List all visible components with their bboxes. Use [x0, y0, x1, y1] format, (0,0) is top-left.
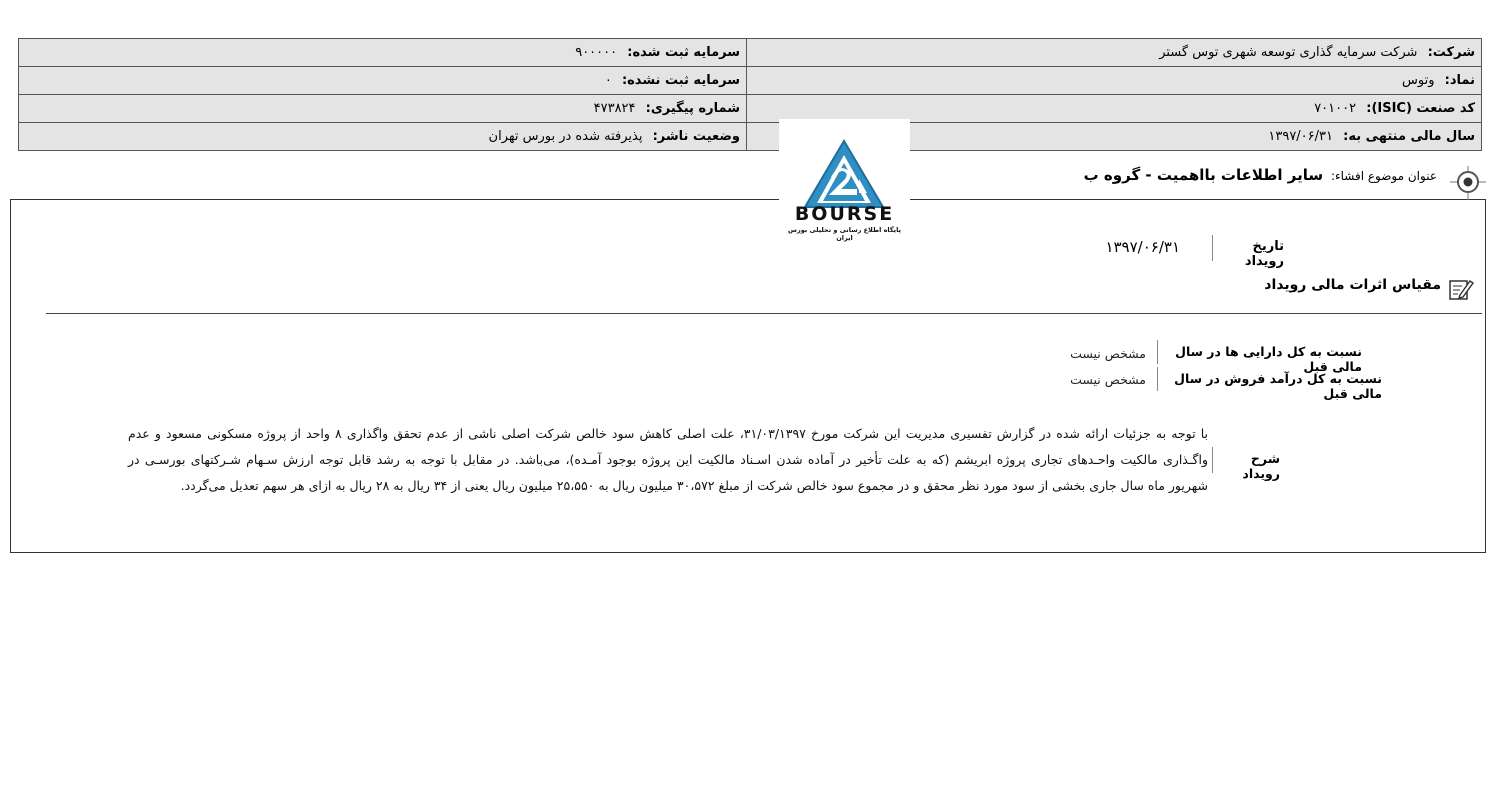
tracking-number-cell — [19, 95, 747, 123]
event-date-value: ۱۳۹۷/۰۶/۳۱ — [1105, 238, 1180, 256]
company-value: شرکت سرمایه گذاری توسعه شهری توس گستر — [1159, 45, 1418, 60]
industry-code-value: ۷۰۱۰۰۲ — [1314, 101, 1357, 116]
section-divider — [46, 313, 1482, 314]
edit-icon — [1448, 276, 1474, 302]
registered-capital-value: ۹۰۰۰۰۰ — [575, 45, 618, 60]
subject-label: عنوان موضوع افشاء: — [1330, 169, 1437, 183]
symbol-label: نماد: — [1444, 73, 1475, 88]
tracking-number-label: شماره پیگیری: — [645, 101, 740, 116]
registered-capital-label: سرمایه ثبت شده: — [627, 45, 740, 60]
subject-value: سایر اطلاعات بااهمیت - گروه ب — [1083, 166, 1324, 184]
divider — [1157, 367, 1158, 391]
divider — [1157, 340, 1158, 364]
company-info-table — [18, 38, 1482, 151]
assets-ratio-value: مشخص نیست — [1070, 346, 1146, 361]
publisher-status-value: پذیرفته شده در بورس تهران — [488, 129, 643, 144]
unregistered-capital-value: ۰ — [604, 73, 612, 88]
company-cell — [747, 39, 1482, 67]
bourse-logo-icon — [779, 119, 910, 209]
fiscal-year-label: سال مالی منتهی به: — [1343, 129, 1475, 144]
info-row — [19, 39, 1482, 67]
registered-capital-cell — [19, 39, 747, 67]
info-row — [19, 67, 1482, 95]
bourse-logo-word: BOURSE — [794, 203, 895, 225]
publisher-status-label: وضعیت ناشر: — [652, 129, 740, 144]
disclosure-subject — [1084, 166, 1437, 184]
tracking-number-value: ۴۷۳۸۲۴ — [593, 101, 636, 116]
industry-code-label: کد صنعت (ISIC): — [1366, 101, 1475, 116]
event-date-label: تاریخ رویداد — [1244, 239, 1284, 269]
publisher-status-cell — [19, 123, 747, 151]
assets-ratio-label: نسبت به کل دارایی ها در سال مالی قبل — [1175, 344, 1362, 374]
event-description-label: شرح رویداد — [1242, 451, 1280, 481]
target-icon — [1450, 166, 1486, 200]
company-label: شرکت: — [1427, 45, 1475, 60]
section-title: مقیاس اثرات مالی رویداد — [1264, 277, 1441, 293]
unregistered-capital-cell — [19, 67, 747, 95]
info-row — [19, 123, 1482, 151]
bourse-logo — [779, 119, 910, 241]
bourse-logo-subtitle: پایگاه اطلاع رسانی و تحلیلی بورس ایران — [788, 226, 901, 242]
fiscal-year-value: ۱۳۹۷/۰۶/۳۱ — [1268, 129, 1333, 144]
unregistered-capital-label: سرمایه ثبت نشده: — [621, 73, 740, 88]
info-row — [19, 95, 1482, 123]
divider — [1212, 447, 1213, 473]
sales-ratio-value: مشخص نیست — [1070, 372, 1146, 387]
divider — [1212, 235, 1213, 261]
event-description-text: با توجه به جزئیات ارائه شده در گزارش تفسیری مدیریت این شرکت مورخ ۳۱/۰۳/۱۳۹۷، علت اصلی کاهش سود خالص شرکت اصلی ناشی از عدم تحقق واگذاری ۸ واحد از پروژه مسکونی مسعود و عدم واگـذاری مالکیت واحـدهای تجاری پروژه ابریشم (که به علت تأخیر در آماده شدن اسـناد مالکیت این پروژه بوجود آمـده)، می‌باشد. در مقابل با توجه به رشد قابل توجه ارزش سـهام شـرکتهای بورسـی در شهریور ماه سال جاری بخشی از سود مورد نظر محقق و در مجموع سود خالص شرکت از مبلغ ۳۰،۵۷۲ میلیون ریال به ۲۵،۵۵۰ میلیون ریال یعنی از ۳۴ ریال به ۲۸ ریال به ازای هر سهم تعدیل می‌گردد. — [128, 426, 1208, 493]
symbol-cell — [747, 67, 1482, 95]
symbol-value: وتوس — [1402, 73, 1435, 88]
sales-ratio-label: نسبت به کل درآمد فروش در سال مالی قبل — [1174, 371, 1382, 401]
